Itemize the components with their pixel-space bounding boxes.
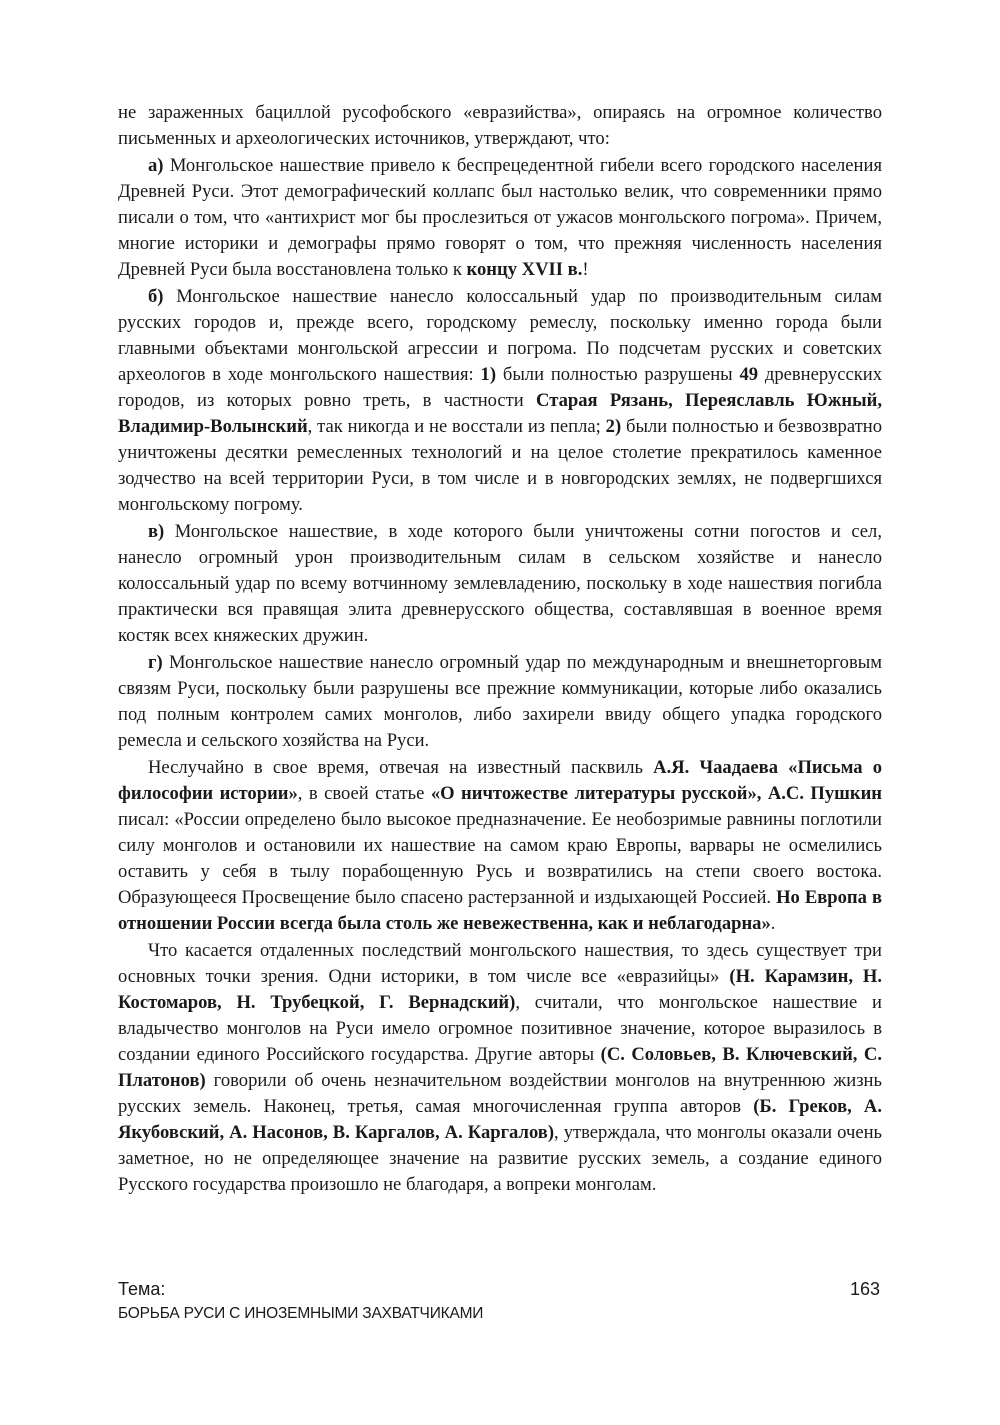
paragraph-text: не зараженных бациллой русофобского «евразийства», опираясь на огромное количество письменных и археологических источников, утверждают, что: bbox=[118, 102, 882, 149]
bold-text: А.Я. Чаадаева «Письма о философии истории» bbox=[118, 757, 882, 804]
paragraph-consequences bbox=[118, 938, 882, 1198]
footer-topic-title: БОРЬБА РУСИ С ИНОЗЕМНЫМИ ЗАХВАТЧИКАМИ bbox=[118, 1305, 484, 1322]
bold-text: 2) bbox=[605, 416, 622, 437]
paragraph-text: ! bbox=[582, 259, 589, 280]
paragraph-text: , считали, что монгольское нашествие и владычество монголов на Руси имело огромное позитивное значение, которое выразилось в создании единого Российского государства. Другие авторы bbox=[118, 992, 883, 1065]
page-number: 163 bbox=[849, 1279, 880, 1299]
paragraph-text: Монгольское нашествие нанесло огромный удар по международным и внешнеторговым связям Руси, поскольку были разрушены все прежние коммуникации, которые либо оказались под полным контролем самих монголов, либо захирели ввиду общего упадка городского ремесла и сельского хозяйства на Руси. bbox=[118, 652, 882, 751]
paragraph-text: , в своей статье bbox=[297, 783, 431, 804]
bold-text: 1) bbox=[480, 364, 497, 385]
paragraph-text: Монгольское нашествие, в ходе которого были уничтожены сотни погостов и сел, нанесло огромный урон производительным силам в сельском хозяйстве и нанесло колоссальный удар по всему вотчинному землевладению, поскольку в ходе нашествия погибла практически вся правящая элита древнерусского общества, составлявшая в военное время костяк всех княжеских дружин. bbox=[118, 521, 882, 646]
paragraph-text: . bbox=[770, 913, 776, 934]
paragraph-text: писал: «России определено было высокое предназначение. Ее необозримые равнины поглотили силу монголов и остановили их нашествие на самом краю Европы, варвары не осмелились оставить у себя в тылу порабощенную Русь и возвратились на степи своего востока. Образующееся Просвещение было спасено растерзанной и издыхающей Россией. bbox=[118, 809, 882, 908]
list-marker: б) bbox=[148, 286, 164, 307]
footer-topic-label: Тема: bbox=[118, 1279, 166, 1299]
paragraph-text: были полностью и безвозвратно уничтожены десятки ремесленных технологий и на целое столетие прекратилось каменное зодчество на всей территории Руси, в том числе и в новгородских землях, не подвергшихся монгольскому погрому. bbox=[118, 416, 882, 515]
paragraph-text: Монгольское нашествие нанесло колоссальный удар по производительным силам русских городов и, прежде всего, городскому ремеслу, поскольку именно города были главными объектами монгольской агрессии и погрома. По подсчетам русских и советских археологов в ходе монгольского нашествия: bbox=[118, 286, 882, 385]
list-marker: г) bbox=[148, 652, 163, 673]
paragraph-pushkin-quote bbox=[118, 755, 882, 937]
paragraph-intro bbox=[118, 100, 882, 152]
bold-text: Но Европа в отношении России всегда была столь же невежественна, как и неблагодарна» bbox=[118, 887, 882, 934]
bold-text: «О ничтожестве литературы русской», А.С. Пушкин bbox=[430, 783, 883, 804]
bold-text: (С. Соловьев, В. Ключевский, С. Платонов) bbox=[118, 1044, 883, 1091]
paragraph-text: говорили об очень незначительном воздействии монголов на внутреннюю жизнь русских земель. Наконец, третья, самая многочисленная группа авторов bbox=[118, 1070, 882, 1117]
paragraph-text: Монгольское нашествие привело к беспрецедентной гибели всего городского населения Древней Руси. Этот демографический коллапс был настолько велик, что современники прямо писали о том, что «антихрист мог бы прослезиться от ужасов монгольского погрома». Причем, многие историки и демографы прямо говорят о том, что прежняя численность населения Древней Руси была восстановлена только к bbox=[118, 155, 882, 280]
page-text bbox=[118, 100, 882, 1198]
paragraph-text: древнерусских городов, из которых ровно треть, в частности bbox=[118, 364, 882, 411]
page-footer bbox=[118, 1278, 882, 1325]
paragraph-point-g bbox=[118, 650, 882, 754]
bold-text: концу XVII в. bbox=[466, 259, 583, 280]
paragraph-text: , так никогда и не восстали из пепла; bbox=[307, 416, 606, 437]
bold-text: (Н. Карамзин, Н. Костомаров, Н. Трубецкой, Г. Вернадский) bbox=[118, 966, 882, 1013]
paragraph-point-b bbox=[118, 284, 882, 518]
list-marker: а) bbox=[148, 155, 164, 176]
bold-text: Старая Рязань, Переяславль Южный, Владимир-Волынский bbox=[118, 390, 882, 437]
bold-text: 49 bbox=[739, 364, 759, 385]
paragraph-text: , утверждала, что монголы оказали очень заметное, но не определяющее значение на развитие русских земель, а создание единого Русского государства произошло не благодаря, а вопреки монголам. bbox=[118, 1122, 883, 1195]
paragraph-point-v bbox=[118, 519, 882, 649]
list-marker: в) bbox=[148, 521, 165, 542]
bold-text: (Б. Греков, А. Якубовский, А. Насонов, В. Каргалов, А. Каргалов) bbox=[118, 1096, 883, 1143]
paragraph-text: Неслучайно в свое время, отвечая на известный пасквиль bbox=[148, 757, 654, 778]
paragraph-text: Что касается отдаленных последствий монгольского нашествия, то здесь существует три основных точки зрения. Одни историки, в том числе все «евразийцы» bbox=[118, 940, 882, 987]
paragraph-text: были полностью разрушены bbox=[496, 364, 740, 385]
paragraph-point-a bbox=[118, 153, 882, 283]
